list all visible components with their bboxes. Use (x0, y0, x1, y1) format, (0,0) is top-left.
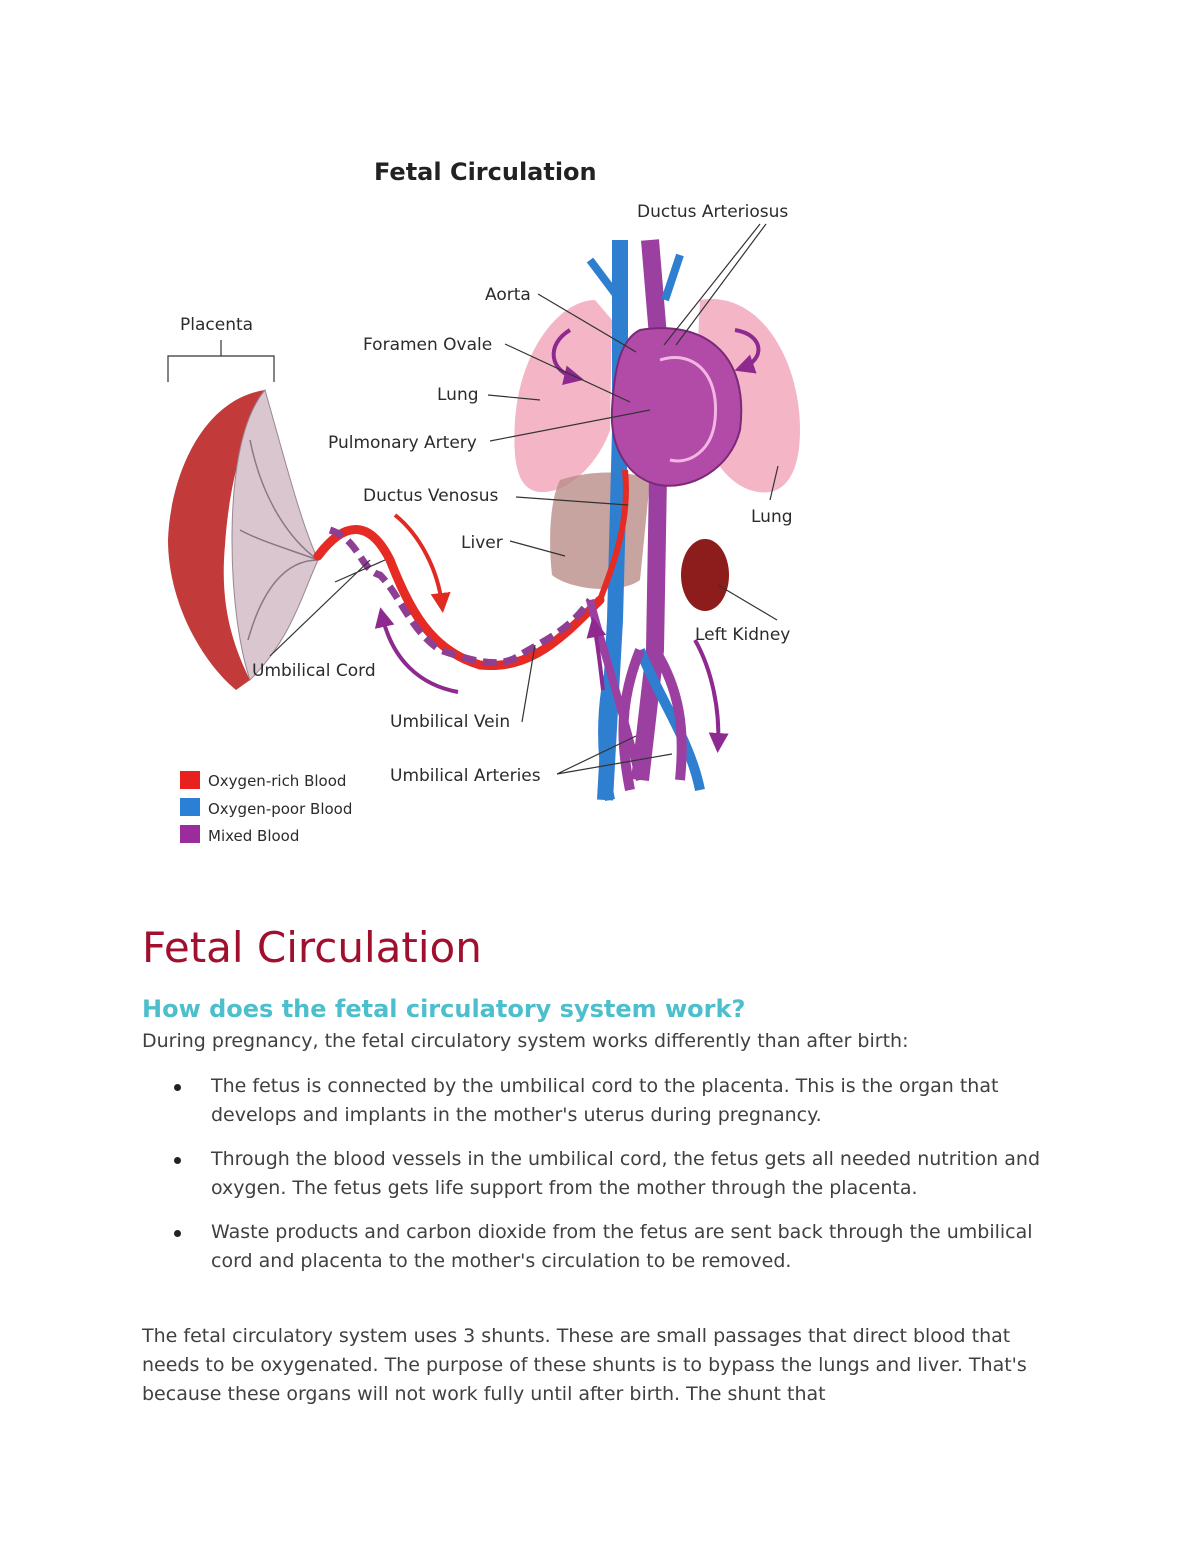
bullet-text: Waste products and carbon dioxide from the fetus are sent back through the umbilical cord and placenta to the mother's circulation to be removed. (211, 1221, 1033, 1272)
label-umbilical-arteries: Umbilical Arteries (390, 766, 541, 786)
list-item (142, 1145, 1042, 1203)
label-pulmonary-artery: Pulmonary Artery (328, 433, 477, 453)
bullet-text: The fetus is connected by the umbilical cord to the placenta. This is the organ that develops and implants in the mother's uterus during pregnancy. (211, 1075, 999, 1126)
label-umbilical-vein: Umbilical Vein (390, 712, 511, 732)
leg-flow-arrow (695, 640, 718, 745)
label-placenta: Placenta (180, 315, 254, 335)
left-kidney-shape (681, 539, 729, 611)
upper-veins (590, 255, 680, 300)
placenta-bracket (168, 340, 274, 382)
list-item (142, 1072, 1042, 1130)
label-liver: Liver (461, 533, 503, 553)
legend-label-oxygen-rich: Oxygen-rich Blood (208, 772, 347, 790)
label-foramen-ovale: Foramen Ovale (363, 335, 493, 355)
bullet-icon (174, 1230, 181, 1237)
liver-shape (550, 473, 650, 590)
legend-label-mixed: Mixed Blood (208, 827, 300, 845)
legend-swatch-oxygen-poor (180, 798, 200, 816)
intro-paragraph: During pregnancy, the fetal circulatory system works differently than after birth: (142, 1030, 909, 1052)
list-item (142, 1218, 1042, 1276)
page-title: Fetal Circulation (142, 923, 482, 972)
label-lung-left: Lung (437, 385, 479, 405)
bullet-icon (174, 1084, 181, 1091)
placenta-illustration (168, 390, 318, 690)
figure-title: Fetal Circulation (374, 158, 597, 186)
legend-swatch-oxygen-rich (180, 771, 200, 789)
bullet-list (142, 1072, 1042, 1291)
leader-left-kidney (718, 585, 777, 620)
label-aorta: Aorta (485, 285, 531, 305)
legend-swatch-mixed (180, 825, 200, 843)
label-ductus-arteriosus: Ductus Arteriosus (637, 202, 789, 222)
label-ductus-venosus: Ductus Venosus (363, 486, 499, 506)
closing-paragraph: The fetal circulatory system uses 3 shunts. These are small passages that direct blood that needs to be oxygenated. The purpose of these shunts is to bypass the lungs and liver. That's because these organs will not work fully until after birth. The shunt that (142, 1325, 1027, 1405)
label-left-kidney: Left Kidney (695, 625, 791, 645)
label-umbilical-cord: Umbilical Cord (252, 661, 376, 681)
bullet-text: Through the blood vessels in the umbilical cord, the fetus gets all needed nutrition and oxygen. The fetus gets life support from the mother through the placenta. (211, 1148, 1041, 1199)
section-heading: How does the fetal circulatory system work? (142, 995, 746, 1023)
legend-label-oxygen-poor: Oxygen-poor Blood (208, 800, 353, 818)
bullet-icon (174, 1157, 181, 1164)
legend (180, 771, 352, 845)
label-lung-right: Lung (751, 507, 793, 527)
